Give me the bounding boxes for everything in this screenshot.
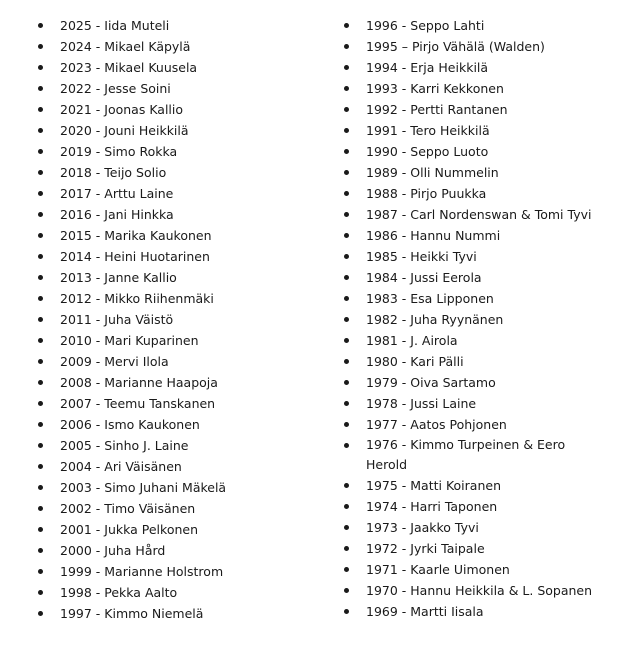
list-item: 1993 - Karri Kekkonen xyxy=(342,78,602,99)
list-item: 2021 - Joonas Kallio xyxy=(36,99,316,120)
list-item: 1990 - Seppo Luoto xyxy=(342,141,602,162)
list-item: 2019 - Simo Rokka xyxy=(36,141,316,162)
list-item: 1969 - Martti Iisala xyxy=(342,601,602,622)
list-item: 1986 - Hannu Nummi xyxy=(342,225,602,246)
list-item: 2006 - Ismo Kaukonen xyxy=(36,414,316,435)
list-item: 1975 - Matti Koiranen xyxy=(342,475,602,496)
list-item: 1977 - Aatos Pohjonen xyxy=(342,414,602,435)
list-item: 1974 - Harri Taponen xyxy=(342,496,602,517)
list-item: 2022 - Jesse Soini xyxy=(36,78,316,99)
list-item: 1981 - J. Airola xyxy=(342,330,602,351)
list-item: 2016 - Jani Hinkka xyxy=(36,204,316,225)
list-item: 2017 - Arttu Laine xyxy=(36,183,316,204)
list-item: 2023 - Mikael Kuusela xyxy=(36,57,316,78)
list-item: 2002 - Timo Väisänen xyxy=(36,498,316,519)
list-item: 1982 - Juha Ryynänen xyxy=(342,309,602,330)
list-item: 1991 - Tero Heikkilä xyxy=(342,120,602,141)
list-item: 1978 - Jussi Laine xyxy=(342,393,602,414)
list-item: 2013 - Janne Kallio xyxy=(36,267,316,288)
list-item: 1988 - Pirjo Puukka xyxy=(342,183,602,204)
list-item: 1971 - Kaarle Uimonen xyxy=(342,559,602,580)
list-item: 2000 - Juha Hård xyxy=(36,540,316,561)
list-item: 2005 - Sinho J. Laine xyxy=(36,435,316,456)
list-item: 2001 - Jukka Pelkonen xyxy=(36,519,316,540)
list-item: 1980 - Kari Pälli xyxy=(342,351,602,372)
list-item: 2020 - Jouni Heikkilä xyxy=(36,120,316,141)
list-item: 2014 - Heini Huotarinen xyxy=(36,246,316,267)
list-item: 2004 - Ari Väisänen xyxy=(36,456,316,477)
left-year-list xyxy=(36,15,316,624)
list-item: 2008 - Marianne Haapoja xyxy=(36,372,316,393)
list-item: 2025 - Iida Muteli xyxy=(36,15,316,36)
list-item: 1985 - Heikki Tyvi xyxy=(342,246,602,267)
list-item: 1998 - Pekka Aalto xyxy=(36,582,316,603)
list-item: 1976 - Kimmo Turpeinen & Eero Herold xyxy=(342,435,602,475)
list-item: 1984 - Jussi Eerola xyxy=(342,267,602,288)
list-item: 1996 - Seppo Lahti xyxy=(342,15,602,36)
list-item: 2024 - Mikael Käpylä xyxy=(36,36,316,57)
list-item: 1999 - Marianne Holstrom xyxy=(36,561,316,582)
list-item: 1992 - Pertti Rantanen xyxy=(342,99,602,120)
list-item: 1994 - Erja Heikkilä xyxy=(342,57,602,78)
list-item: 1997 - Kimmo Niemelä xyxy=(36,603,316,624)
list-item: 2003 - Simo Juhani Mäkelä xyxy=(36,477,316,498)
list-item: 2015 - Marika Kaukonen xyxy=(36,225,316,246)
list-item: 2007 - Teemu Tanskanen xyxy=(36,393,316,414)
list-item: 1979 - Oiva Sartamo xyxy=(342,372,602,393)
list-item: 1970 - Hannu Heikkila & L. Sopanen xyxy=(342,580,602,601)
list-item: 2011 - Juha Väistö xyxy=(36,309,316,330)
right-year-list xyxy=(342,15,602,622)
list-item: 2012 - Mikko Riihenmäki xyxy=(36,288,316,309)
list-item: 2010 - Mari Kuparinen xyxy=(36,330,316,351)
list-item: 1973 - Jaakko Tyvi xyxy=(342,517,602,538)
list-item: 1972 - Jyrki Taipale xyxy=(342,538,602,559)
list-item: 1989 - Olli Nummelin xyxy=(342,162,602,183)
list-item: 2009 - Mervi Ilola xyxy=(36,351,316,372)
list-item: 1995 – Pirjo Vähälä (Walden) xyxy=(342,36,602,57)
list-item: 2018 - Teijo Solio xyxy=(36,162,316,183)
list-item: 1983 - Esa Lipponen xyxy=(342,288,602,309)
list-item: 1987 - Carl Nordenswan & Tomi Tyvi xyxy=(342,204,602,225)
